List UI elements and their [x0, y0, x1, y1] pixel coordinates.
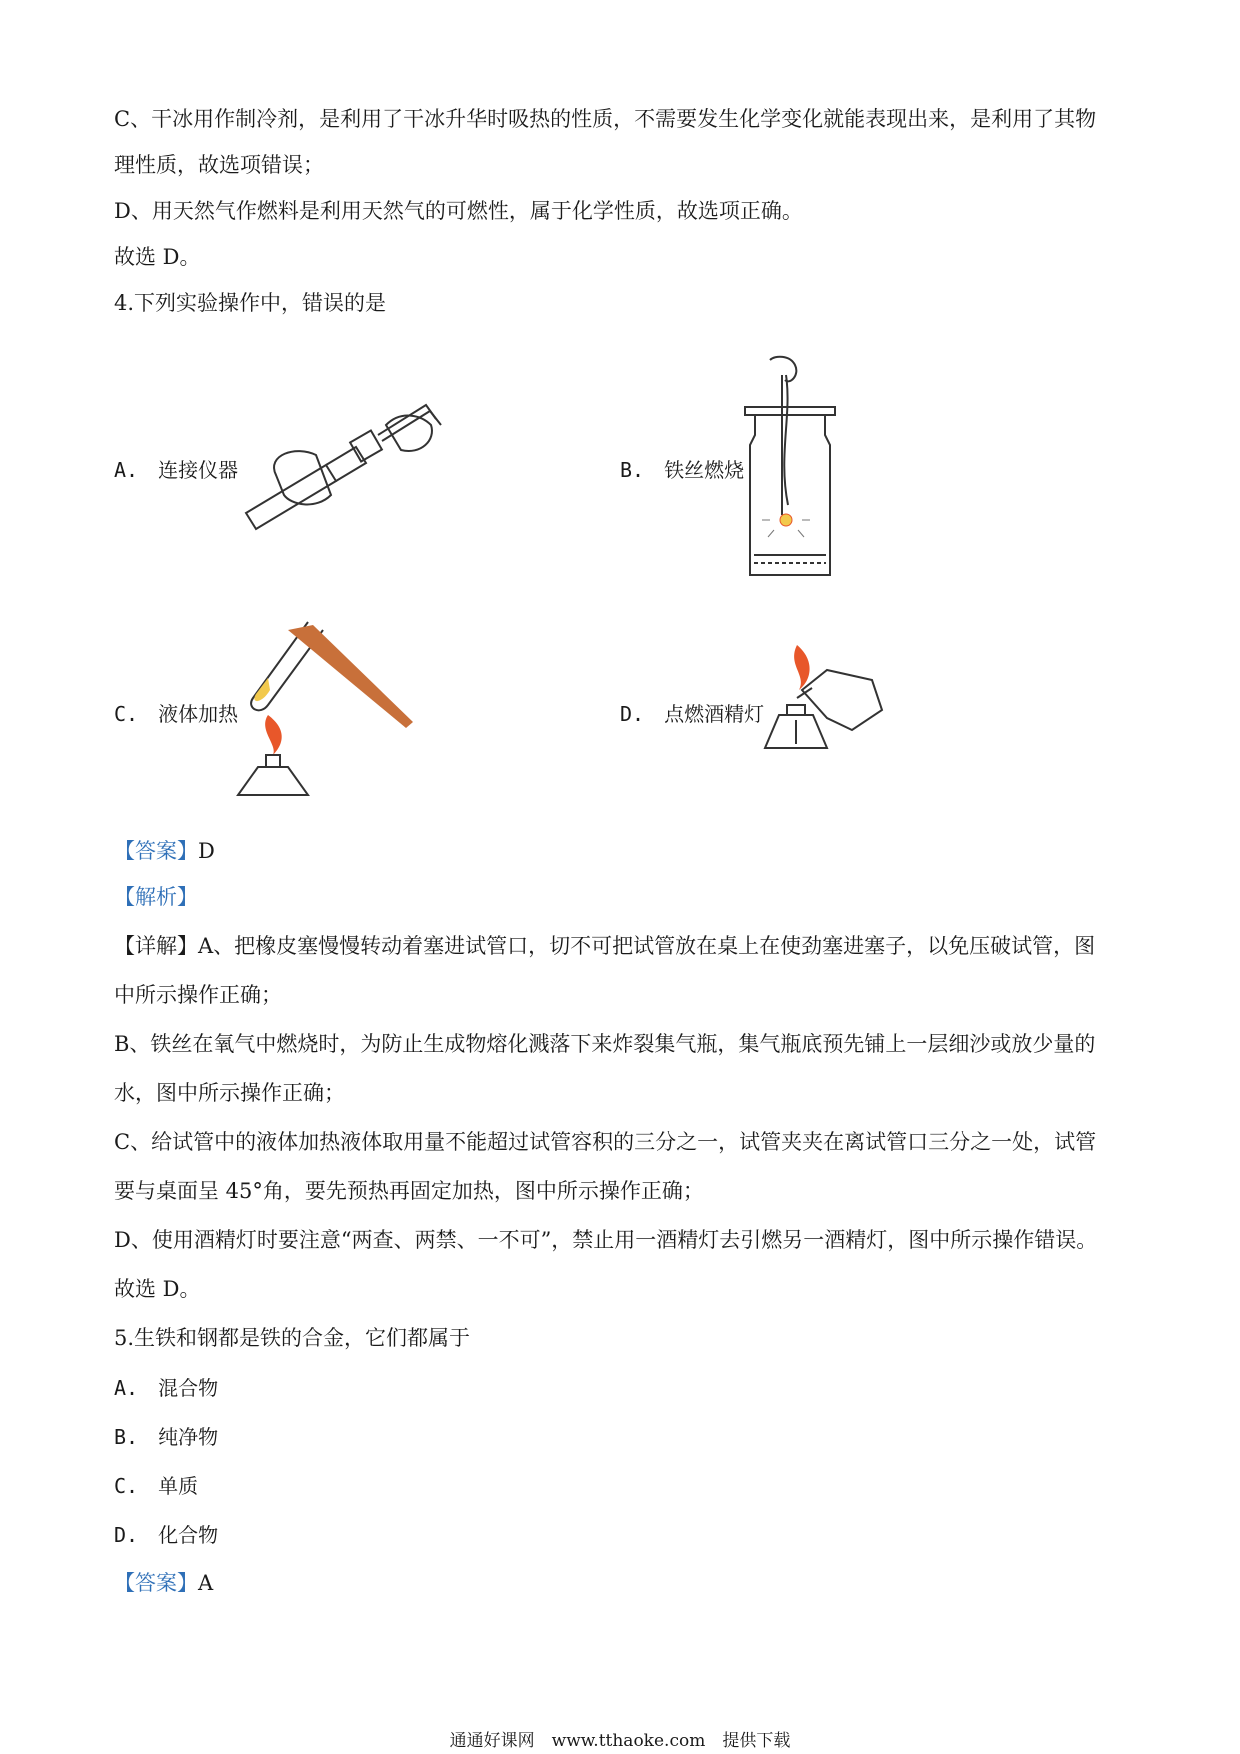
q5-answer-tag: 【答案】	[114, 1571, 198, 1595]
q5-option-b: B. 纯净物	[114, 1425, 219, 1449]
q5-option-a: A. 混合物	[114, 1376, 219, 1400]
detail-line-d: D、使用酒精灯时要注意“两查、两禁、一不可”，禁止用一酒精灯去引燃另一酒精灯，图中所示操作错误。	[114, 1228, 1098, 1252]
detail-line-a	[114, 931, 1134, 961]
text-line-choose-d: 故选 D。	[114, 245, 201, 269]
detail-line-a-cont: 中所示操作正确；	[114, 983, 282, 1007]
q4-option-b: B. 铁丝燃烧	[620, 458, 745, 482]
text-line-d-natural-gas: D、用天然气作燃料是利用天然气的可燃性，属于化学性质，故选项正确。	[114, 199, 803, 223]
q5-option-c: C. 单质	[114, 1474, 199, 1498]
detail-tag: 【详解】	[114, 934, 198, 958]
page-footer: 通通好课网 www.tthaoke.com 提供下载	[449, 1731, 791, 1751]
q4-answer-line	[114, 836, 1134, 866]
q5-answer-line	[114, 1568, 1134, 1598]
q4-answer-value: D	[198, 839, 215, 863]
answer-tag: 【答案】	[114, 839, 198, 863]
connect-apparatus-figure	[236, 395, 456, 535]
question-4-stem: 4.下列实验操作中，错误的是	[114, 291, 387, 315]
text-line-c-cont: 理性质，故选项错误；	[114, 153, 324, 177]
q4-option-d: D. 点燃酒精灯	[620, 702, 765, 726]
detail-line-b: B、铁丝在氧气中燃烧时，为防止生成物熔化溅落下来炸裂集气瓶，集气瓶底预先铺上一层细沙或放少量的	[114, 1032, 1096, 1056]
liquid-heating-figure	[228, 620, 418, 805]
q5-answer-value: A	[198, 1571, 214, 1595]
detail-choose-d: 故选 D。	[114, 1277, 201, 1301]
detail-a-text: A、把橡皮塞慢慢转动着塞进试管口，切不可把试管放在桌上在使劲塞进塞子，以免压破试管，图	[198, 934, 1096, 958]
question-5-stem: 5.生铁和钢都是铁的合金，它们都属于	[114, 1326, 471, 1350]
q5-option-d: D. 化合物	[114, 1523, 219, 1547]
text-line-c-dry-ice: C、干冰用作制冷剂，是利用了干冰升华时吸热的性质，不需要发生化学变化就能表现出来，是利用了其物	[114, 107, 1097, 131]
analysis-line	[114, 882, 1134, 912]
iron-wire-burning-figure	[740, 355, 850, 580]
detail-line-c-cont: 要与桌面呈 45°角，要先预热再固定加热，图中所示操作正确；	[114, 1179, 704, 1203]
analysis-tag: 【解析】	[114, 885, 198, 909]
q4-option-c: C. 液体加热	[114, 702, 239, 726]
detail-line-b-cont: 水，图中所示操作正确；	[114, 1081, 345, 1105]
detail-line-c: C、给试管中的液体加热液体取用量不能超过试管容积的三分之一，试管夹夹在离试管口三分之一处，试管	[114, 1130, 1097, 1154]
lighting-alcohol-lamp-figure	[757, 640, 887, 780]
q4-option-a: A. 连接仪器	[114, 458, 239, 482]
